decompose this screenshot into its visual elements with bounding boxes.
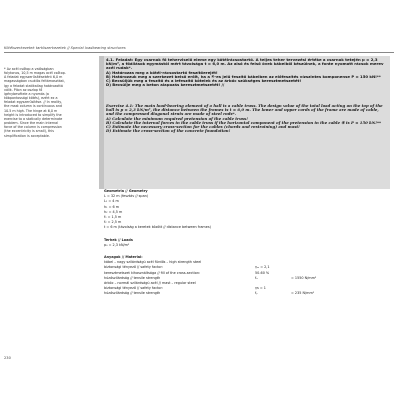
exercise-en-item: C) Estimate the necessary cross-section for the cables (chords and restraining) and mast!: [106, 124, 300, 130]
exercise-en-item: D) Estimate the cross-section of the concrete foundation!: [106, 128, 231, 134]
exercise-hu-item: C) Becsüljük meg a feszítő és a lefeszítő kötelek és az árbóc szükséges keresztmetszetét!: [106, 78, 302, 84]
material-label: kábel – nagy szilárdságú acél fürdős – high strength steel: [104, 260, 202, 265]
page-number: 230: [4, 356, 11, 360]
running-header: Kötélszerkezetek tartószerkezetek // Special loadbearing structures: [4, 46, 126, 50]
material-label: árbóc – normál szilárdságú acél // mast – regular steel: [104, 281, 196, 286]
material-label: biztonsági tényező // safety factor:: [104, 286, 163, 291]
material-label: biztonsági tényező // safety factor:: [104, 265, 163, 270]
material-symbol: γs = 1: [255, 286, 266, 291]
geometry-line: h₂ = 4,5 m: [104, 209, 123, 214]
material-symbol: fᵤ: [255, 275, 258, 280]
material-label: keresztmetszet kihasználtsága // fill of the cross-section:: [104, 270, 201, 275]
geometry-line: h₁ = 6 m: [104, 204, 120, 209]
loads-line: p₀ = 2,3 kN/m²: [104, 242, 130, 247]
exercise-en-title: Exercise 4.1: The main load-bearing element of a hall is a cable truss. The design value of the total load acting on the top of the hall is p = 2,3 kN/m², the distance between the frames is t = 6,0 m. The lower and upper cords of the frame are made of cable, and the compressed diagonal struts are made of steel rods*.: [106, 103, 383, 117]
exercise-en: [106, 104, 388, 133]
side-note: * Az acél csőtop a valóságban folytonos, 10,5 m magas acél csőtop. A feladat egyszerűsítéseként 6,0 m magasságban csuklós feltámasztást, így a feladat statikailag határozottá válik. Pilon az oszlop fő igénybevétele a nyomás (a köbpontossági kötés), ezért ez a feladat egyszerűsítése. // In reality, the mast column is continuous and 10.5 m high. The hinge at 6,0 m height is introduced to simplify the exercise to a statically determinate problem. Since the main internal force of the column is compression (the eccentricity is small), this simplification is acceptable.: [4, 67, 66, 138]
exercise-en-item: B) Calculate the internal forces in the cable truss if the horizontal component of the pretension in the cable ④ is P = 150 kN!**: [106, 119, 382, 125]
material-value: = 1550 N/mm²: [291, 275, 317, 280]
geometry-line: L = 32 m (fesztáv // span): [104, 194, 149, 199]
material-symbol: 50-60 %: [255, 270, 270, 275]
material-row: [104, 291, 389, 296]
material-value: = 235 N/mm²: [291, 291, 315, 296]
materials-title: Anyagok // Material:: [104, 255, 143, 260]
loads-title: Terhek // Loads: [104, 237, 133, 242]
exercise-hu-item: A) Határozza meg a kötél-rácsostartó feszítőerejét!: [106, 69, 218, 75]
geometry-line: f₂ = 2,5 m: [104, 220, 122, 225]
geometry-line: t = 6 m (távolság a keretek között // distance between frames): [104, 225, 211, 230]
data-section: [104, 186, 389, 297]
exercise-box: [99, 56, 390, 189]
geometry-title: Geometria // Geometry: [104, 189, 148, 193]
exercise-hu-item: D) Becsülje meg a beton alapozás keresztmetszetét! //: [106, 82, 225, 88]
exercise-en-item: A) Calculate the minimum required pretension of the cable truss!: [106, 115, 248, 121]
geometry-line: f₁ = 1,5 m: [104, 215, 122, 220]
material-label: húzószilárdság // tensile strength: [104, 291, 161, 296]
exercise-hu-title: 4.1. Feladat: Egy csarnok fő teherviselő eleme egy kötélrácsostartó. A teljes teher tervezési értéke a csarnok tetején p = 2,3 kN/m², a főállások egymástól mért távolsága t = 6,0 m. Az alsó és felső övek kábelből készülnek, a fonte nyomott rácsok merev acél rudak*.: [106, 57, 384, 71]
exercise-hu: [106, 58, 388, 87]
material-label: húzószilárdság // tensile strength: [104, 275, 161, 280]
exercise-hu-item: B) Határozzuk meg a szerkezet belső erőit, ha a ④-es jelű feszítő kábelben az előfeszítés vízszintes komponense P = 150 kN!**: [106, 73, 381, 79]
header-rule: [4, 52, 394, 53]
exercise-box-marker: [99, 56, 104, 189]
material-symbol: fᵧ: [255, 291, 258, 296]
geometry-line: L₁ = 4 m: [104, 199, 119, 204]
material-symbol: γₘ = 2,1: [255, 265, 270, 270]
